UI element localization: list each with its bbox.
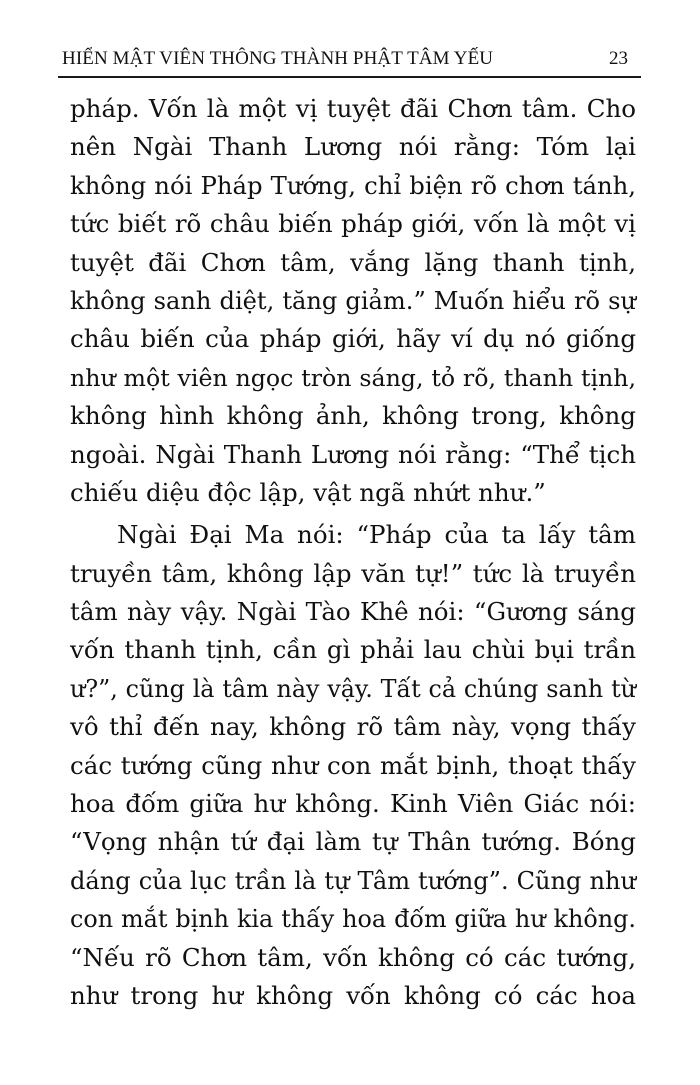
text-line: như trong hư không vốn không có các hoa [70,980,636,1010]
text-line: tâm này vậy. Ngài Tào Khê nói: “Gương sáng [70,597,636,627]
text-line: ư?”, cũng là tâm này vậy. Tất cả chúng sanh từ [70,674,636,703]
text-line: không hình không ảnh, không trong, không [70,401,636,431]
text-line: “Nếu rõ Chơn tâm, vốn không có các tướng, [70,942,636,972]
paragraph-1 [70,90,636,512]
text-line: con mắt bịnh kia thấy hoa đốm giữa hư không. [70,905,636,934]
header-rule [58,76,641,78]
text-line: như một viên ngọc tròn sáng, tỏ rõ, thanh tịnh, [70,363,636,392]
text-line: truyền tâm, không lập văn tự!” tức là truyền [70,558,636,588]
running-header-title: HIỂN MẬT VIÊN THÔNG THÀNH PHẬT TÂM YẾU [62,48,494,69]
text-line: tuyệt đãi Chơn tâm, vắng lặng thanh tịnh, [70,247,636,277]
text-line: tức biết rõ châu biến pháp giới, vốn là một vị [70,209,636,239]
body-text [70,90,636,1015]
text-line: chiếu diệu độc lập, vật ngã nhứt như.” [70,477,546,507]
running-header [62,44,640,74]
text-line: ngoài. Ngài Thanh Lương nói rằng: “Thể tịch [70,439,636,469]
paragraph-2 [70,516,636,1015]
text-line: vốn thanh tịnh, cần gì phải lau chùi bụi trần [70,635,636,665]
text-line: vô thỉ đến nay, không rõ tâm này, vọng thấy [70,712,636,742]
text-line: không sanh diệt, tăng giảm.” Muốn hiểu rõ sự [70,286,636,315]
text-line: nên Ngài Thanh Lương nói rằng: Tóm lại [70,132,636,162]
page-number: 23 [609,48,628,69]
text-line: “Vọng nhận tứ đại làm tự Thân tướng. Bóng [70,827,636,857]
text-line: pháp. Vốn là một vị tuyệt đãi Chơn tâm. Cho [70,94,636,123]
text-line: Ngài Đại Ma nói: “Pháp của ta lấy tâm [117,520,636,550]
text-line: dáng của lục trần là tự Tâm tướng”. Cũng như [70,866,636,895]
text-line: không nói Pháp Tướng, chỉ biện rõ chơn tánh, [70,170,636,200]
text-line: các tướng cũng như con mắt bịnh, thoạt thấy [70,750,636,780]
text-line: châu biến của pháp giới, hãy ví dụ nó giống [70,324,636,354]
text-line: hoa đốm giữa hư không. Kinh Viên Giác nói: [70,789,636,819]
